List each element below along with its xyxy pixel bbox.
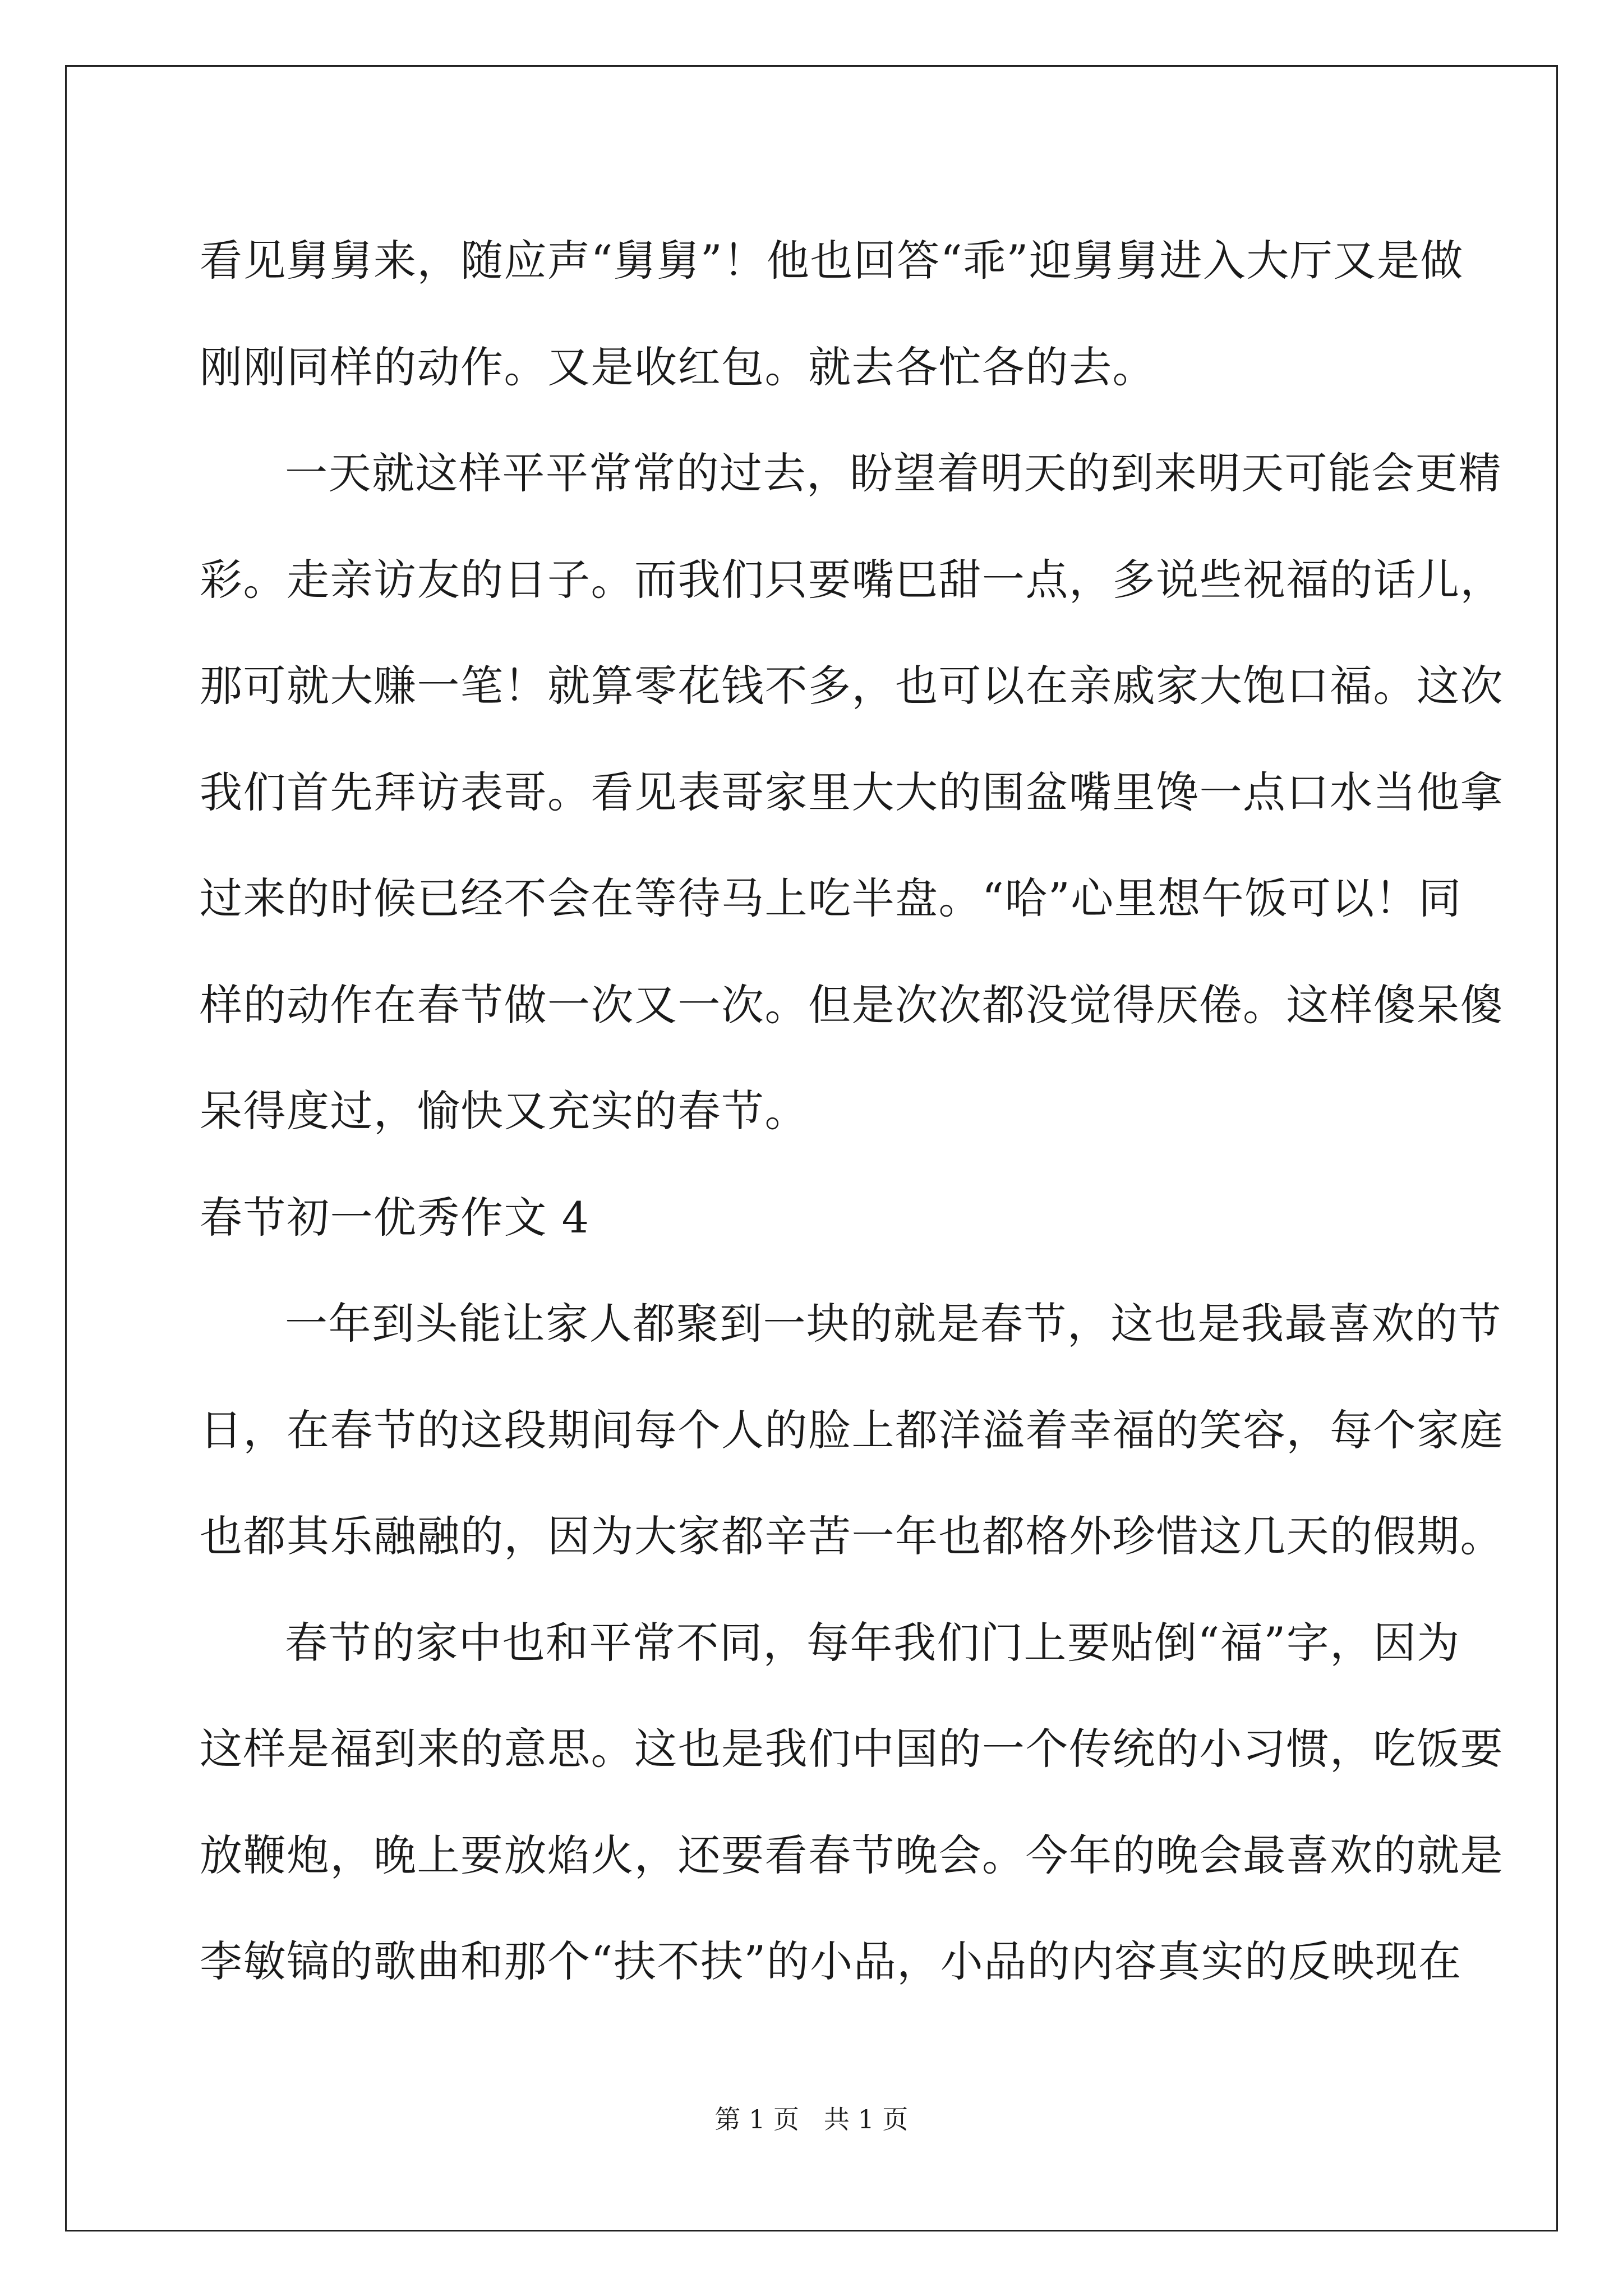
text-line: 那可就大赚一笔！就算零花钱不多，也可以在亲戚家大饱口福。这次 xyxy=(200,661,1504,711)
text-line: 春节的家中也和平常不同，每年我们门上要贴倒“福”字，因为 xyxy=(285,1617,1460,1668)
text-line: 一天就这样平平常常的过去，盼望着明天的到来明天可能会更精 xyxy=(285,448,1502,498)
text-line: 呆得度过，愉快又充实的春节。 xyxy=(200,1086,808,1136)
text-line: 一年到头能让家人都聚到一块的就是春节，这也是我最喜欢的节 xyxy=(285,1299,1502,1349)
text-line: 彩。走亲访友的日子。而我们只要嘴巴甜一点，多说些祝福的话儿， xyxy=(200,554,1504,605)
text-line: 看见舅舅来，随应声“舅舅”！他也回答“乖”迎舅舅进入大厅又是做 xyxy=(200,236,1464,286)
text-line: 刚刚同样的动作。又是收红包。就去各忙各的去。 xyxy=(200,342,1156,392)
text-line: 放鞭炮，晚上要放焰火，还要看春节晚会。今年的晚会最喜欢的就是 xyxy=(200,1830,1504,1880)
page-footer: 第 1 页 共 1 页 xyxy=(714,2104,909,2134)
text-line: 我们首先拜访表哥。看见表哥家里大大的围盆嘴里馋一点口水当他拿 xyxy=(200,767,1504,817)
text-line: 李敏镐的歌曲和那个“扶不扶”的小品，小品的内容真实的反映现在 xyxy=(200,1936,1462,1986)
document-body xyxy=(200,208,1504,2015)
text-line: 春节初一优秀作文 4 xyxy=(200,1192,590,1243)
text-line: 也都其乐融融的，因为大家都辛苦一年也都格外珍惜这几天的假期。 xyxy=(200,1511,1504,1561)
text-line: 日，在春节的这段期间每个人的脸上都洋溢着幸福的笑容，每个家庭 xyxy=(200,1405,1504,1455)
text-line: 过来的时候已经不会在等待马上吃半盘。“哈”心里想午饭可以！同 xyxy=(200,873,1462,923)
text-line: 这样是福到来的意思。这也是我们中国的一个传统的小习惯，吃饭要 xyxy=(200,1724,1504,1774)
text-line: 样的动作在春节做一次又一次。但是次次都没觉得厌倦。这样傻呆傻 xyxy=(200,979,1504,1030)
